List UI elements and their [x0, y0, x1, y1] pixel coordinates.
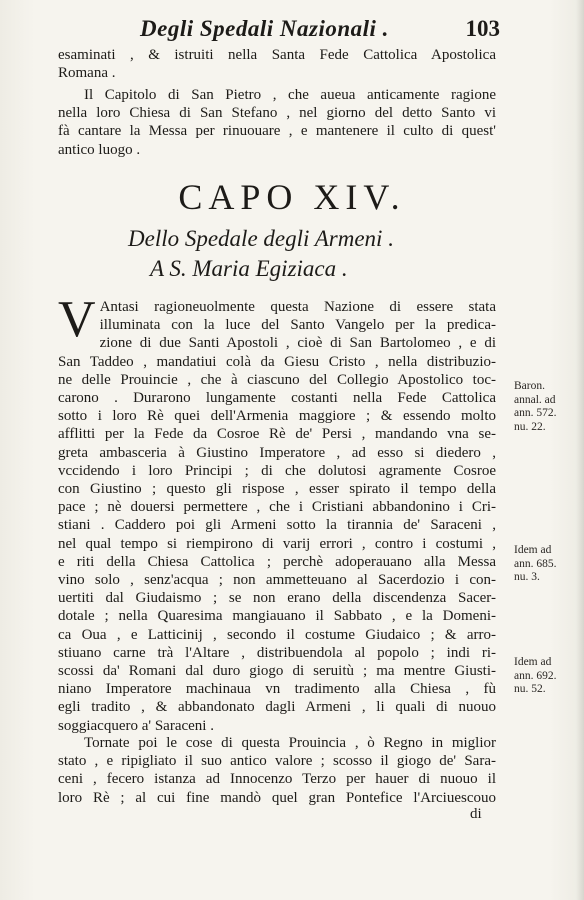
text-line: loro Rè ; al cui fine mandò quel gran Pontefice l'Arciuescouo: [58, 789, 496, 806]
text-line: dotale ; nella Quaresima mangiauano il Sabbato , e la Domeni-: [58, 608, 496, 625]
text-line: antico luogo .: [58, 141, 141, 158]
text-line: vccidendo i loro Principi ; di che dolutosi agramente Cosroe: [58, 462, 496, 479]
intro-block: [58, 46, 496, 82]
capitolo-paragraph: [58, 86, 496, 159]
text-line: e riti della Chiesa Cattolica ; perchè adoperauano alla Messa: [58, 553, 496, 570]
text-line: fà cantare la Messa per rinuouare , e mantenere il culto di quest': [58, 123, 496, 140]
margin-note: [514, 380, 580, 434]
text-line: carono . Durarono lungamente costanti nella Fede Cattolica: [58, 390, 496, 407]
second-paragraph: [58, 734, 496, 807]
chapter-subtitle-line1: Dello Spedale degli Armeni .: [128, 226, 394, 251]
page-header: [140, 12, 500, 46]
text-line: egli tradito , & abbandonato dagli Armeni , li quali di nuouo: [58, 699, 496, 716]
text-line: illuminata con la luce del Santo Vangelo per la predica-: [99, 317, 496, 334]
margin-note: [514, 544, 580, 585]
catchword: di: [470, 806, 482, 822]
text-line: pace ; nè douersi permettere , che i Cristiani abbandonino i Cri-: [58, 499, 496, 516]
text-line: ne delle Prouincie , che à ciascuno del Collegio Apostolico toc-: [58, 371, 496, 388]
text-line: scossi da' Romani dal duro giogo di seruitù ; ma mentre Giusti-: [58, 663, 496, 680]
text-line: Il Capitolo di San Pietro , che aueua anticamente ragione: [84, 87, 496, 103]
margin-note-line: Idem ad: [514, 544, 552, 556]
drop-cap: V: [58, 291, 96, 348]
text-line: stiuano carne trà l'Altare , distribuendola al popolo ; indi ri-: [58, 644, 496, 661]
margin-note: [514, 656, 580, 697]
text-line: soggiacquero a' Saraceni .: [58, 717, 214, 734]
text-line: greta ambasceria à Giustino Imperatore , ad esso si diedero ,: [58, 444, 496, 461]
text-line: esaminati , & istruiti nella Santa Fede Cattolica Apostolica: [58, 47, 496, 63]
text-line: niano Imperatore machinaua vn tradimento alla Chiesa , fù: [58, 681, 496, 698]
margin-note-line: ann. 685.: [514, 557, 557, 570]
margin-note-line: nu. 3.: [514, 571, 540, 583]
text-line: afflitti per la Fede da Cosroe Rè de' Persi , mandando vna se-: [58, 426, 496, 443]
page-number: 103: [465, 16, 500, 41]
margin-note-line: Idem ad: [514, 656, 552, 668]
text-line: stiani . Caddero poi gli Armeni sotto la tirannia de' Saraceni ,: [58, 517, 496, 534]
running-title: Degli Spedali Nazionali .: [140, 16, 389, 41]
text-line: uertiti dal Giudaismo ; se non erano della discendenza Sacer-: [58, 590, 496, 607]
margin-note-line: ann. 692.: [514, 669, 557, 682]
text-line: ceni , fecero istanza ad Innocenzo Terzo per hauer di nuouo il: [58, 771, 496, 788]
text-line: zione di due Santi Apostoli , cioè di San Bartolomeo , e di: [99, 335, 496, 352]
text-line: sotto i loro Rè quei dell'Armenia maggiore ; & essendo molto: [58, 408, 496, 425]
chapter-subtitle-line2: A S. Maria Egiziaca .: [150, 256, 348, 281]
text-line: stato , e ripigliato il suo antico valore ; scosso il giogo de' Sara-: [58, 753, 496, 770]
text-line: Tornate poi le cose di questa Prouincia , ò Regno in miglior: [84, 735, 496, 751]
margin-note-line: annal. ad: [514, 393, 556, 406]
text-line: Antasi ragioneuolmente questa Nazione di essere stata: [99, 299, 496, 315]
text-line: nella loro Chiesa di San Stefano , nel giorno del detto Santo vi: [58, 105, 496, 122]
margin-note-line: nu. 22.: [514, 420, 546, 433]
text-line: ca Oua , e Latticinij , secondo il costume Giudaico ; & arro-: [58, 626, 496, 643]
page-edge-shadow: [576, 0, 584, 900]
margin-note-line: nu. 52.: [514, 683, 546, 695]
text-line: Romana .: [58, 65, 116, 82]
margin-note-line: Baron.: [514, 380, 545, 392]
chapter-heading: CAPO XIV.: [178, 177, 406, 217]
text-line: nel qual tempo si riempirono di varij errori , contro i costumi ,: [58, 535, 496, 552]
main-paragraph: [58, 291, 496, 735]
text-line: San Taddeo , mandatiui colà da Giesu Cristo , nella distribuzio-: [58, 353, 496, 370]
text-line: con Giustino ; questo gli rispose , esser spirato il tempo della: [58, 481, 496, 498]
margin-note-line: ann. 572.: [514, 407, 557, 419]
text-line: vino solo , senz'acqua ; non ammetteuano al Sacerdozio i con-: [58, 572, 496, 589]
